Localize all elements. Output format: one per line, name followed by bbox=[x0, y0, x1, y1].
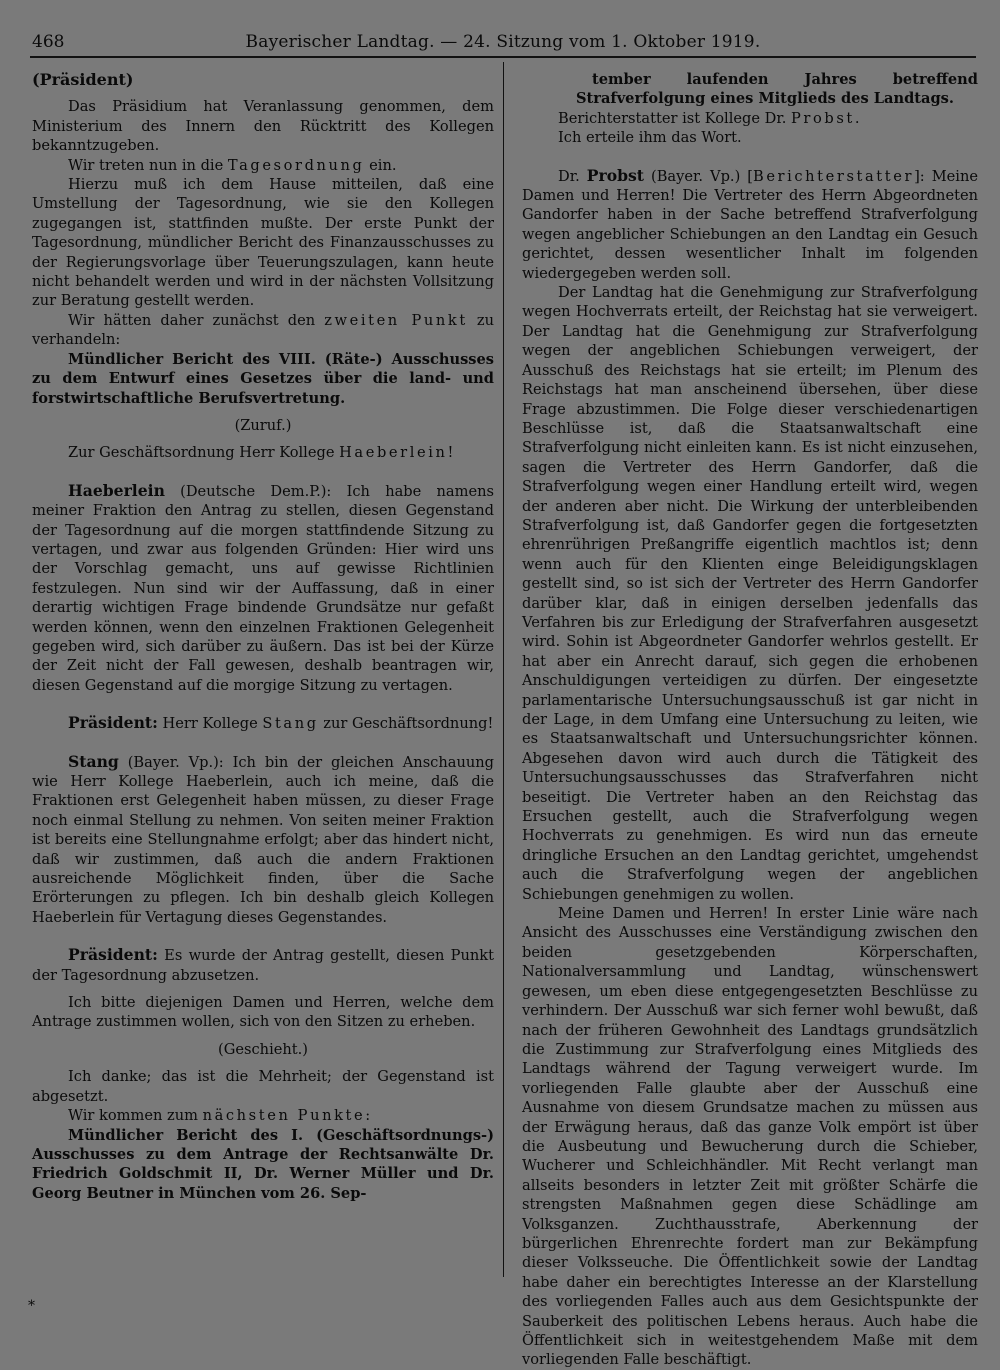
speech-probst: Dr. Probst (Bayer. Vp.) [Berichterstatter]: Meine Damen und Herren! Die Vertreter des Herrn Abgeordneten Gandorfer haben in der Sache betreffend Strafverfolgung wegen angeblicher Schiebungen an den Landtag ein Gesuch gerichtet, dessen wesentlicher Inhalt im folgenden wiedergegeben werden soll. bbox=[522, 165, 978, 282]
speaker-name: Präsident: bbox=[68, 945, 158, 965]
paragraph: Meine Damen und Herren! In erster Linie wäre nach Ansicht des Ausschusses eine Verständigung zwischen den beiden gesetzgebenden Körperschaften, Nationalversammlung und Landtag, wünschenswert gewesen, um eben diese entgegengesetzten Beschlüsse zu verhindern. Der Ausschuß war sich ferner wohl bewußt, daß nach der früheren Gewohnheit des Landtags grundsätzlich die Zustimmung zur Strafverfolgung eines Mitglieds des Landtags während der Tagung verweigert wurde. Im vorliegenden Falle glaubte aber der Ausschuß eine Ausnahme von diesem Grundsatze machen zu müssen aus der Erwägung heraus, daß das ganze Volk empört ist über die Ausbeutung und Bewucherung durch die Schieber, Wucherer und Schleichhändler. Mit Recht verlangt man allseits besonders in letzter Zeit mit größter Schärfe die strengsten Maßnahmen gegen diese Schädlinge am Volksganzen. Zuchthausstrafe, Aberkennung der bürgerlichen Ehrenrechte fordert man zur Bekämpfung dieser Volksseuche. Die Öffentlichkeit sowie der Landtag habe daher ein berechtigtes Interesse an der Klarstellung des vorliegenden Falles auch aus dem Gesichtspunkte der Sauberkeit des politischen Lebens heraus. Auch habe die Öffentlichkeit sich in weitestgehendem Maße mit dem vorliegenden Falle beschäftigt. bbox=[522, 905, 978, 1369]
interjection: (Zuruf.) bbox=[234, 416, 292, 434]
interjection: (Geschieht.) bbox=[218, 1040, 308, 1058]
page-number: 468 bbox=[32, 32, 65, 52]
running-title: Bayerischer Landtag. — 24. Sitzung vom 1. Oktober 1919. bbox=[245, 32, 761, 52]
paragraph: Wir kommen zum nächsten Punkte: bbox=[68, 1107, 373, 1125]
paragraph: Wir treten nun in die Tagesordnung ein. bbox=[68, 156, 397, 174]
paragraph: Zur Geschäftsordnung Herr Kollege Haeberlein! bbox=[68, 444, 456, 462]
footer-mark: * bbox=[28, 1298, 35, 1314]
speech-praesident: Präsident: Herr Kollege Stang zur Geschäftsordnung! bbox=[68, 713, 494, 733]
paragraph: Wir hätten daher zunächst den zweiten Punkt zu verhandeln: bbox=[32, 311, 494, 349]
section-heading: (Präsident) bbox=[32, 70, 134, 89]
left-column bbox=[32, 70, 494, 1280]
agenda-item: Mündlicher Bericht des VIII. (Räte-) Ausschusses zu dem Entwurf eines Gesetzes über die land- und forstwirtschaftliche Berufsvertretung. bbox=[32, 350, 494, 407]
column-divider bbox=[503, 62, 504, 1277]
speaker-name: Haeberlein bbox=[68, 480, 165, 500]
right-column bbox=[522, 70, 978, 1369]
page-header bbox=[30, 30, 976, 58]
paragraph: Ich erteile ihm das Wort. bbox=[558, 129, 742, 147]
agenda-item: Mündlicher Bericht des I. (Geschäftsordnungs-) Ausschusses zu dem Antrage der Rechtsanwälte Dr. Friedrich Goldschmit II, Dr. Werner Müller und Dr. Georg Beutner in München vom 26. Sep- bbox=[32, 1126, 494, 1202]
paragraph: Ich danke; das ist die Mehrheit; der Gegenstand ist abgesetzt. bbox=[32, 1068, 494, 1105]
speech-stang: Stang (Bayer. Vp.): Ich bin der gleichen Anschauung wie Herr Kollege Haeberlein, auch ich meine, daß die Fraktionen erst Gelegenheit haben müssen, zu dieser Frage noch einmal Stellung zu nehmen. Von seiten meiner Fraktion ist bereits eine Stellungnahme erfolgt; aber das hindert nicht, daß wir zustimmen, daß auch die andern Fraktionen ausreichende Möglichkeit finden, über die Sache Erörterungen zu pflegen. Ich bin deshalb gleich Kollegen Haeberlein für Vertagung dieses Gegenstandes. bbox=[32, 751, 494, 926]
agenda-item-continued: tember laufenden Jahres betreffend Strafverfolgung eines Mitglieds des Landtags. bbox=[576, 71, 978, 108]
speaker-name: Präsident: bbox=[68, 713, 158, 733]
paragraph: Hierzu muß ich dem Hause mitteilen, daß eine Umstellung der Tagesordnung, wie sie den Kollegen zugegangen ist, stattfinden mußte. Der erste Punkt der Tagesordnung, mündlicher Bericht des Finanzausschusses zu der Regierungsvorlage über Teuerungszulagen, kann heute nicht behandelt werden und wird in der nächsten Vollsitzung zur Beratung gestellt werden. bbox=[32, 176, 494, 310]
speech-haeberlein: Haeberlein (Deutsche Dem.P.): Ich habe namens meiner Fraktion den Antrag zu stellen, diesen Gegenstand der Tagesordnung auf die morgen stattfindende Sitzung zu vertagen, und zwar aus folgenden Gründen: Hier wird uns der Vorschlag gemacht, uns auf gewisse Richtlinien festzulegen. Nun sind wir der Auffassung, daß in einer derartig wichtigen Frage bindende Grundsätze nur gefaßt werden können, wenn den einzelnen Fraktionen Gelegenheit gegeben wird, sich darüber zu äußern. Das ist bei der Kürze der Zeit nicht der Fall gewesen, deshalb beantragen wir, diesen Gegenstand auf die morgige Sitzung zu vertagen. bbox=[32, 480, 494, 694]
paragraph: Ich bitte diejenigen Damen und Herren, welche dem Antrage zustimmen wollen, sich von den Sitzen zu erheben. bbox=[32, 994, 494, 1031]
paragraph: Das Präsidium hat Veranlassung genommen, dem Ministerium des Innern den Rücktritt des Kollegen bekanntzugeben. bbox=[32, 98, 494, 155]
paragraph: Berichterstatter ist Kollege Dr. Probst. bbox=[558, 109, 863, 127]
speech-praesident: Präsident: Es wurde der Antrag gestellt, diesen Punkt der Tagesordnung abzusetzen. bbox=[32, 945, 494, 984]
speaker-name: Probst bbox=[586, 165, 644, 185]
paragraph: Der Landtag hat die Genehmigung zur Strafverfolgung wegen Hochverrats erteilt, der Reichstag hat sie verweigert. Der Landtag hat die Genehmigung zur Strafverfolgung wegen der angeblichen Schiebungen verweigert, der Ausschuß des Reichstags hat sie erteilt; im Plenum des Reichstags hat man anscheinend übersehen, über diese Frage abzustimmen. Die Folge dieser verschiedenartigen Beschlüsse ist, daß die Staatsanwaltschaft eine Strafverfolgung nicht einleiten kann. Es ist nicht einzusehen, sagen die Vertreter des Herrn Gandorfer, daß die Strafverfolgung wegen einer Handlung erteilt wird, wegen der anderen aber nicht. Die Wirkung der unterbleibenden Strafverfolgung ist, daß Gandorfer gegen die fortgesetzten ehrenrührigen Preßangriffe eigentlich machtlos ist; denn wenn auch für den Klienten einge Beleidigungsklagen gestellt sind, so ist sich der Vertreter des Herrn Gandorfer darüber klar, daß in einigen derselben jedenfalls das Verfahren bis zur Erledigung der Strafverfahren ausgesetzt wird. Sohin ist Abgeordneter Gandorfer wehrlos gestellt. Er hat aber ein Anrecht darauf, sich gegen die erhobenen Anschuldigungen verteidigen zu dürfen. Der eingesetzte parlamentarische Untersuchungsausschuß ist gar nicht in der Lage, in dem Umfang eine Untersuchung zu leiten, wie es Staatsanwaltschaft und Untersuchungsrichter können. Abgesehen davon wird auch durch die Tätigkeit des Untersuchungsausschusses das Strafverfahren nicht beseitigt. Die Vertreter haben an den Reichstag das Ersuchen gestellt, auch die Strafverfolgung wegen Hochverrats zu genehmigen. Es wird nun das erneute dringliche Ersuchen an den Landtag gerichtet, umgehendst auch die Strafverfolgung wegen der angeblichen Schiebungen genehmigen zu wollen. bbox=[522, 284, 978, 903]
speaker-name: Stang bbox=[68, 751, 119, 771]
